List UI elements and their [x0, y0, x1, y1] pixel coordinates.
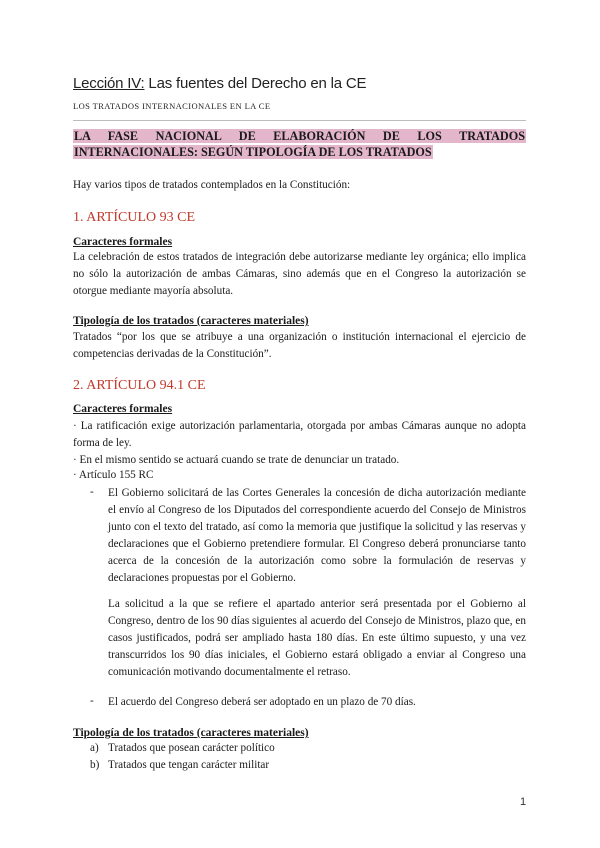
section-title [73, 128, 526, 160]
material-item-military: Tratados que tengan carácter militar [108, 759, 270, 771]
art94-item-denounce: · En el mismo sentido se actuará cuando se trate de denunciar un tratado. [73, 454, 400, 466]
dash-marker: - [90, 695, 94, 707]
rc155-point-1b: La solicitud a la que se refiere el apartado anterior será presentada por el Gobierno al Congreso, dentro de los 90 días siguientes al acuerdo del Consejo de Ministros, plazo que, en casos justificados, podrá ser ampliado hasta 180 días. En este último supuesto, y una vez transcurridos los 90 días iniciales, el Gobierno estará obligado a enviar al Congreso una comunicación motivando documentalmente el retraso. [108, 598, 526, 678]
art94-formal-heading: Caracteres formales [73, 403, 173, 415]
rc155-point-1: El Gobierno solicitará de las Cortes Generales la concesión de dicha autorización mediante el envío al Congreso de los Diputados del correspondiente acuerdo del Consejo de Ministros junto con el texto del tratado, así como la memoria que justifique la solicitud y las reservas y declaraciones que el Gobierno pretendiere formular. El Congreso deberá pronunciarse tanto acerca de la concesión de la autorización como sobre la formulación de reservas y declaraciones propuestas por el Gobierno. [108, 487, 526, 584]
article-93-heading: 1. ARTÍCULO 93 CE [73, 210, 196, 225]
art93-formal-text: La celebración de estos tratados de integración debe autorizarse mediante ley orgánica; ello implica no sólo la autorización de ambas Cámaras, sino además que en el Congreso la autorización se otorgue mediante mayoría absoluta. [73, 251, 526, 297]
art93-formal-heading: Caracteres formales [73, 236, 173, 248]
art93-material-text: Tratados “por los que se atribuye a una organización o institución internacional el ejercicio de competencias derivadas de la Constitución”. [73, 331, 526, 360]
art93-material-heading: Tipología de los tratados (caracteres materiales) [73, 315, 309, 327]
material-item-political: Tratados que posean carácter político [108, 742, 275, 754]
lesson-number: Lección IV: [73, 75, 145, 92]
art94-item-rc155: · Artículo 155 RC [73, 469, 154, 481]
lesson-name: Las fuentes del Derecho en la CE [144, 75, 367, 92]
lesson-subtitle: LOS TRATADOS INTERNACIONALES EN LA CE [73, 101, 271, 111]
header-divider [73, 120, 526, 121]
dash-marker: - [90, 486, 94, 498]
art94-material-heading: Tipología de los tratados (caracteres materiales) [73, 727, 309, 739]
article-94-heading: 2. ARTÍCULO 94.1 CE [73, 378, 206, 393]
list-marker-a: a) [90, 742, 99, 754]
section-title-text: LA FASE NACIONAL DE ELABORACIÓN DE LOS TRATADOS INTERNACIONALES: SEGÚN TIPOLOGÍA DE LOS TRATADOS [74, 129, 525, 159]
intro-paragraph: Hay varios tipos de tratados contemplados en la Constitución: [73, 179, 351, 191]
art94-item-ratification: · La ratificación exige autorización parlamentaria, otorgada por ambas Cámaras aunque no adopta forma de ley. [73, 420, 526, 449]
list-marker-b: b) [90, 759, 100, 771]
rc155-point-2: El acuerdo del Congreso deberá ser adoptado en un plazo de 70 días. [108, 696, 416, 708]
lesson-title [73, 75, 366, 92]
page-number: 1 [520, 796, 527, 808]
